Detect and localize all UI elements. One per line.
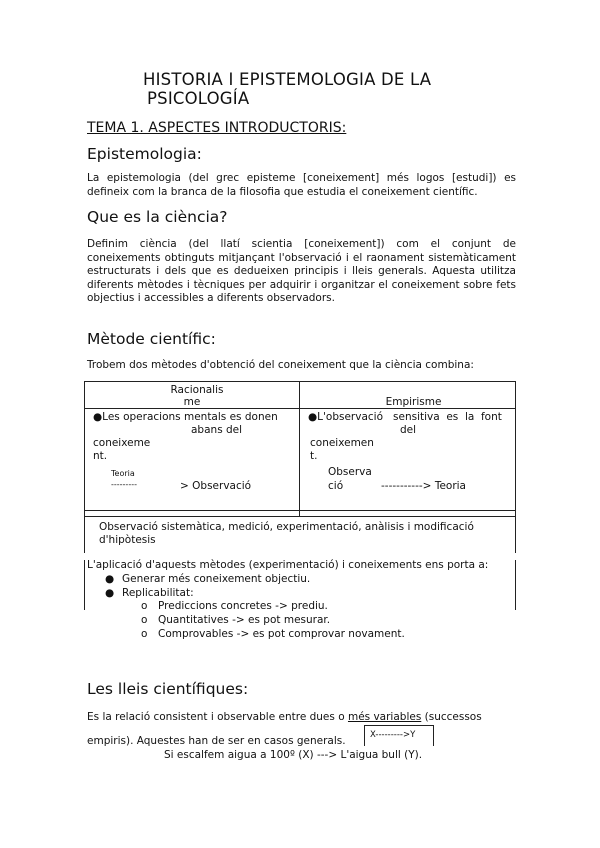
list-item [105,573,310,587]
list-item [141,628,405,642]
sub-bullet-marker: o [141,628,148,640]
section-heading-metode: Mètode científic: [87,330,216,348]
footer-line-2: d'hipòtesis [99,534,156,546]
list-item [105,587,310,601]
table-left-border-extension [84,560,85,610]
paragraph-ciencia: Definim ciència (del llatí scientia [coneixement]) com el conjunt de coneixements obtinguts mitjançant l'observació i el raonament sistemàticament estructurats i dels que es dedueixen principis i lleis generals. Aquesta utilitza diferents mètodes i tècniques per adquirir i organitzar el coneixement sobre fets objectius i accessibles a diferents observadors. [87,238,516,305]
racionalisme-item-a: ●Les operacions mentals es donen [93,411,278,423]
xy-relation-text: X--------->Y [370,730,416,740]
table-footer-cell [85,517,516,553]
empirisme-arrow-teoria: -----------> Teoria [381,480,466,492]
header-racionalisme-a: Racionalis [170,384,224,396]
empirisme-item-d: t. [310,450,318,462]
footer-line-1: Observació sistemàtica, medició, experimentació, anàlisis i modificació [99,521,474,533]
xy-relation-box [364,725,434,746]
section-heading-lleis: Les lleis científiques: [87,680,249,698]
cell-racionalisme [85,409,300,511]
empirisme-observa: Observa [328,466,372,478]
title-line-1: HISTORIA I EPISTEMOLOGIA DE LA [143,70,432,89]
sub-bullet-text: Comprovables -> es pot comprovar novament. [158,628,405,640]
racionalisme-item-b: abans del [191,424,243,436]
lleis-line-1a: Es la relació consistent i observable entre dues o [87,711,345,723]
section-heading-epistemologia: Epistemologia: [87,145,202,163]
methods-table [84,381,516,553]
sub-bullet-marker: o [141,614,148,626]
list-item [141,600,405,614]
application-text: L'aplicació d'aquests mètodes (experimentació) i coneixements ens porta a: [87,559,489,571]
metode-intro: Trobem dos mètodes d'obtenció del coneixement que la ciència combina: [87,359,474,371]
empirisme-item-c: coneixemen [310,437,374,449]
sub-bullet-text: Quantitatives -> es pot mesurar. [158,614,331,626]
sub-bullet-text: Prediccions concretes -> prediu. [158,600,328,612]
list-item [141,614,405,628]
bullet-text: Generar més coneixement objectiu. [122,573,311,585]
header-empirisme: Empirisme [385,396,442,408]
lleis-line-2: empiris). Aquestes han de ser en casos generals. [87,735,346,747]
lleis-line-1b: més variables [347,711,422,723]
section-heading-ciencia: Que es la ciència? [87,208,228,226]
sub-bullet-marker: o [141,600,148,612]
racionalisme-item-c: coneixeme [93,437,151,449]
racionalisme-observacio: > Observació [180,480,252,492]
racionalisme-teoria: Teoria [111,469,135,478]
empirisme-cio: ció [328,480,344,492]
bullet-dot: ● [105,573,115,585]
lleis-line-1 [87,711,482,725]
bullet-list [105,573,310,601]
bullet-dot: ● [105,587,115,599]
cell-empirisme [300,409,516,511]
table-header-racionalisme [85,382,300,409]
table-header-empirisme [300,382,516,409]
title-line-2: PSICOLOGÍA [147,89,250,108]
table-right-border-extension [515,560,516,610]
lleis-line-1c: (successos [424,711,482,723]
empirisme-item-b: del [400,424,417,436]
topic-heading: TEMA 1. ASPECTES INTRODUCTORIS: [87,120,347,136]
empirisme-item-a: ●L'observació sensitiva es la font [308,411,502,423]
racionalisme-dashes: --------- [111,480,137,489]
bullet-text: Replicabilitat: [122,587,194,599]
document-title [143,70,483,108]
sub-bullet-list [141,600,405,642]
lleis-example: Si escalfem aigua a 100º (X) ---> L'aigua bull (Y). [164,749,423,761]
paragraph-epistemologia: La epistemologia (del grec episteme [coneixement] més logos [estudi]) es defineix com la branca de la filosofia que estudia el coneixement científic. [87,172,516,198]
header-racionalisme-b: me [183,396,201,408]
racionalisme-item-d: nt. [93,450,108,462]
